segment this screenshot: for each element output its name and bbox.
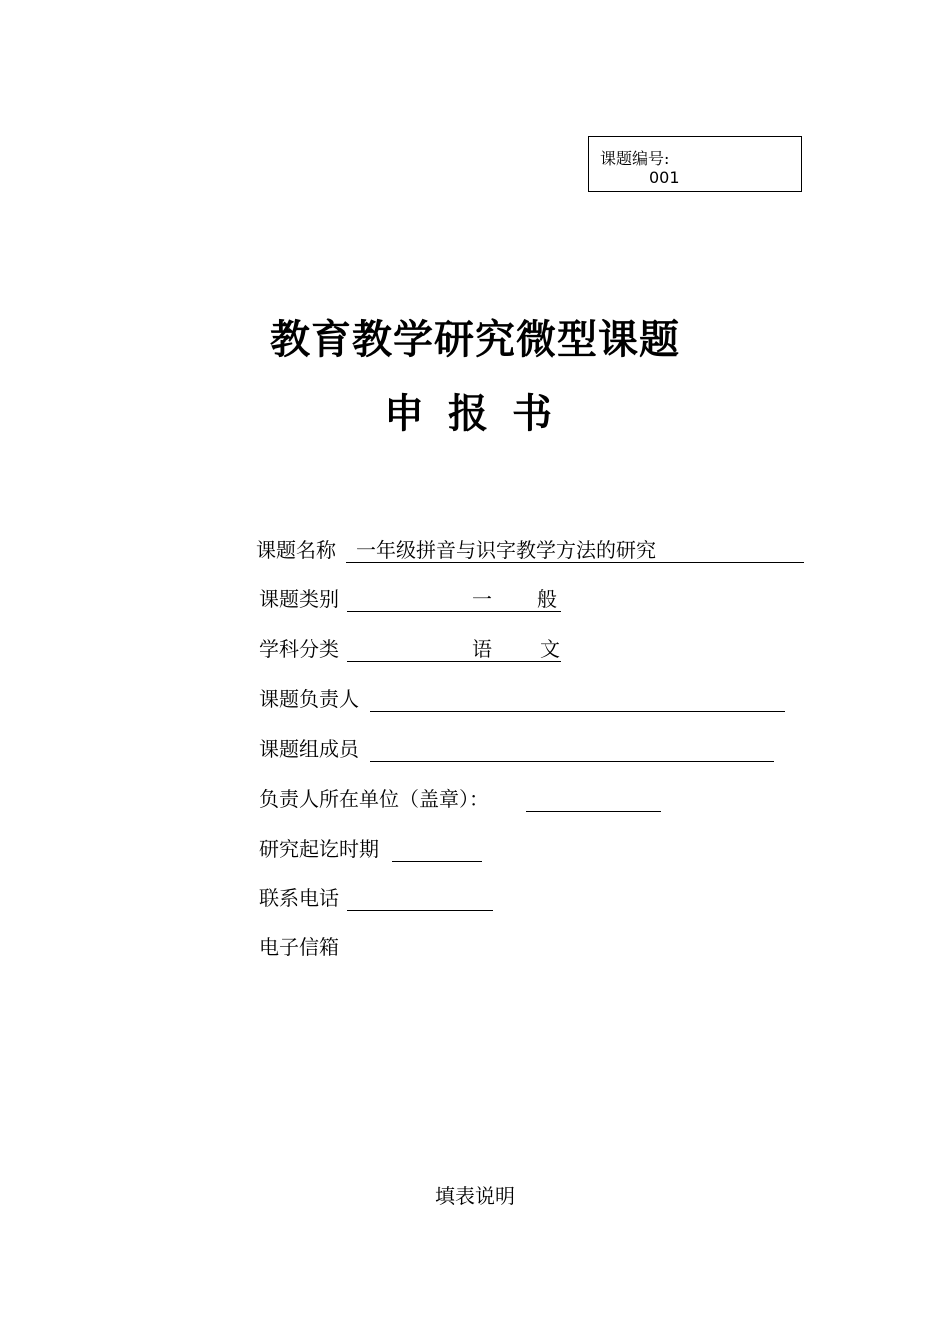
field-leader [259, 686, 785, 712]
field-email [259, 934, 559, 960]
phone-value[interactable] [347, 885, 493, 911]
field-label: 课题负责人 [259, 687, 359, 711]
project-name-value[interactable]: 一年级拼音与识字教学方法的研究 [346, 537, 804, 563]
field-unit [259, 786, 663, 812]
field-category [259, 586, 561, 612]
subject-value[interactable]: 语 文 [347, 636, 561, 662]
subtitle-char: 申 [384, 391, 424, 437]
project-code-box [588, 136, 802, 192]
field-label: 电子信箱 [259, 935, 339, 959]
field-period [259, 836, 483, 862]
field-label: 联系电话 [259, 886, 339, 910]
leader-value[interactable] [370, 686, 785, 712]
field-label: 研究起讫时期 [259, 837, 379, 861]
field-label: 课题类别 [259, 587, 339, 611]
period-value[interactable] [392, 836, 482, 862]
unit-value[interactable] [526, 786, 661, 812]
field-project-name [256, 537, 804, 563]
category-value[interactable]: 一 般 [347, 586, 561, 612]
fill-instructions-heading: 填表说明 [435, 1184, 515, 1208]
field-members [259, 736, 774, 762]
field-label: 负责人所在单位（盖章）： [259, 787, 489, 811]
subtitle-char: 报 [448, 391, 488, 437]
field-subject [259, 636, 561, 662]
members-value[interactable] [370, 736, 774, 762]
document-title: 教育教学研究微型课题 [270, 317, 680, 363]
field-label: 课题名称 [256, 538, 336, 562]
project-code-value: 001 [649, 168, 680, 187]
subtitle-char: 书 [512, 391, 552, 437]
field-label: 学科分类 [259, 637, 339, 661]
field-label: 课题组成员 [259, 737, 359, 761]
project-code-label: 课题编号: [600, 149, 670, 168]
document-subtitle [384, 382, 552, 439]
field-phone [259, 885, 494, 911]
